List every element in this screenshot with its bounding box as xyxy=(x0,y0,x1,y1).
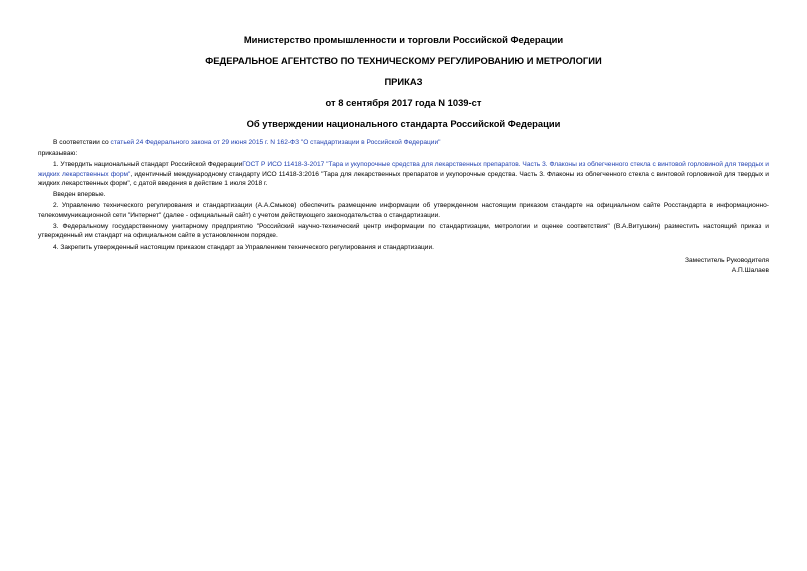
first-introduced-note: Введен впервые. xyxy=(53,191,106,199)
item-2-paragraph: 2. Управлению технического регулирования и стандартизации (А.А.Смыков) обеспечить размещение информации об утвержденном настоящим приказом стандарте на официальном сайте Росстандарта в информационно-телекоммуникационной сети "Интернет" (далее - официальный сайт) с учетом действующего законодательства о стандартизации. xyxy=(38,202,769,219)
signature-block xyxy=(38,256,769,276)
signature-title: Заместитель Руководителя xyxy=(685,257,769,265)
subject-heading: Об утверждении национального стандарта Российской Федерации xyxy=(246,118,561,129)
signature-name: А.П.Шалаев xyxy=(731,267,769,275)
date-number-heading: от 8 сентября 2017 года N 1039-ст xyxy=(325,97,482,108)
agency-heading: ФЕДЕРАЛЬНОЕ АГЕНТСТВО ПО ТЕХНИЧЕСКОМУ РЕГУЛИРОВАНИЮ И МЕТРОЛОГИИ xyxy=(205,55,602,66)
doc-type-heading: ПРИКАЗ xyxy=(384,76,423,87)
item-1-paragraph xyxy=(38,160,769,189)
item-1-suffix: , идентичный международному стандарту ИСО 11418-3:2016 "Тара для лекарственных препаратов и укупорочные средства. Часть 3. Флаконы из облегченного стекла с винтовой горловиной для твердых и жидких лекарственных форм", с датой введения в действие 1 июля 2018 г. xyxy=(38,170,769,188)
order-word: приказываю: xyxy=(38,150,78,158)
federal-law-link[interactable]: статьей 24 Федерального закона от 29 июня 2015 г. N 162-ФЗ "О стандартизации в Российской Федерации" xyxy=(110,139,441,146)
gost-standard-link[interactable]: ГОСТ Р ИСО 11418-3-2017 "Тара и укупорочные средства для лекарственных препаратов. Часть 3. Флаконы из облегченного стекла с винтовой горловиной для твердых и жидких лекарственных форм" xyxy=(38,161,769,178)
document-body xyxy=(38,138,769,252)
intro-prefix: В соответствии со xyxy=(53,139,111,146)
item-3-paragraph: 3. Федеральному государственному унитарному предприятию "Российский научно-технический центр информации по стандартизации, метрологии и оценке соответствия" (В.А.Витушкин) разместить настоящий приказ и утвержденный им стандарт на официальном сайте в установленном порядке. xyxy=(38,222,769,240)
item-4-paragraph: 4. Закрепить утвержденный настоящим приказом стандарт за Управлением технического регулирования и стандартизации. xyxy=(53,243,434,251)
item-1-prefix: 1. Утвердить национальный стандарт Российской Федерации xyxy=(53,161,243,169)
ministry-heading: Министерство промышленности и торговли Российской Федерации xyxy=(243,34,564,45)
intro-paragraph xyxy=(38,138,769,148)
